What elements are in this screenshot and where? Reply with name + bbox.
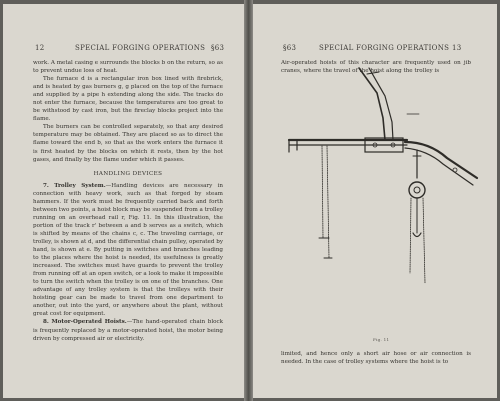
item-title: Trolley System.: [54, 182, 106, 189]
page-number: 13: [452, 44, 462, 52]
figure-caption: Fig. 11: [373, 337, 390, 342]
trolley-system-illustration: [267, 58, 487, 333]
running-header: SPECIAL FORGING OPERATIONS: [75, 44, 206, 52]
paragraph: The furnace d is a rectangular iron box lined with firebrick, and is heated by gas burners g, g placed on the top of the furnace and supplied by a pipe h extending along the side. The tracks do not enter the furnace, because the temperatures are too great to be withstood by cast iron, but the fireclay blocks project into the flame.: [33, 76, 223, 123]
rail-hanger: [359, 68, 385, 140]
item-7: [33, 182, 223, 319]
book-gutter: [244, 0, 253, 401]
left-body: [33, 59, 223, 343]
item-number: 8.: [43, 319, 49, 326]
section-heading: HANDLING DEVICES: [93, 170, 163, 177]
paragraph: work. A metal casing e surrounds the blocks b on the return, so as to prevent undue loss of heat.: [33, 60, 223, 75]
right-bottom-text: limited, and hence only a short air hose or air connection is needed. In the case of trolley systems where the hoist is to: [281, 351, 471, 366]
page-number: 12: [35, 44, 45, 52]
right-page: [253, 4, 497, 398]
left-page: [3, 4, 244, 398]
item-text: —Handling devices are necessary in connection with heavy work, such as that forged by steam hammers. If the work must be frequently carried back and forth between two points, a hoist block may be suspended from a trolley running on an overhead rail r, Fig. 11. In this illustration, the portion of the track r' between a and b serves as a switch, which is shifted by means of the chains c, c. The traveling carriage, or trolley, is shown at d, and the differential chain pulley, operated by hand, is shown at e. By putting in switches and branches leading to the places where the hoist is needed, its usefulness is greatly increased. The switches must have guards to prevent the trolley from running off at an open switch, or a look to make it impossible to turn the switch when the trolley is on one of the branches. One advantage of any trolley system is that the trolleys with their hoisting gear can be made to travel from one department to another, out into the yard, or anywhere about the plant, without great cost for equipment.: [33, 182, 223, 318]
item-text: —The hand-operated chain block is frequently replaced by a motor-operated hoist, the motor being driven by compressed air or electricity.: [33, 319, 223, 342]
paragraph: The burners can be controlled separately, so that any desired temperature may be obtained. They are placed so as to direct the flame toward the end b, so that as the work enters the furnace it is first heated by the blocks on which it rests, then by the hot gases, and finally by the flame under which it passes.: [33, 124, 223, 163]
differential-pulley: [409, 182, 425, 198]
section-marker: §63: [283, 44, 297, 52]
item-8: [33, 318, 223, 342]
running-header: SPECIAL FORGING OPERATIONS: [319, 44, 450, 52]
branch-rail: [405, 142, 477, 178]
right-top-text: Air-operated hoists of this character are frequently used on jib cranes, where the travel of the hoist along the trolley is: [281, 60, 471, 75]
item-number: 7.: [43, 182, 49, 189]
section-marker: §63: [211, 44, 225, 52]
item-title: Motor-Operated Hoists.: [51, 319, 127, 326]
